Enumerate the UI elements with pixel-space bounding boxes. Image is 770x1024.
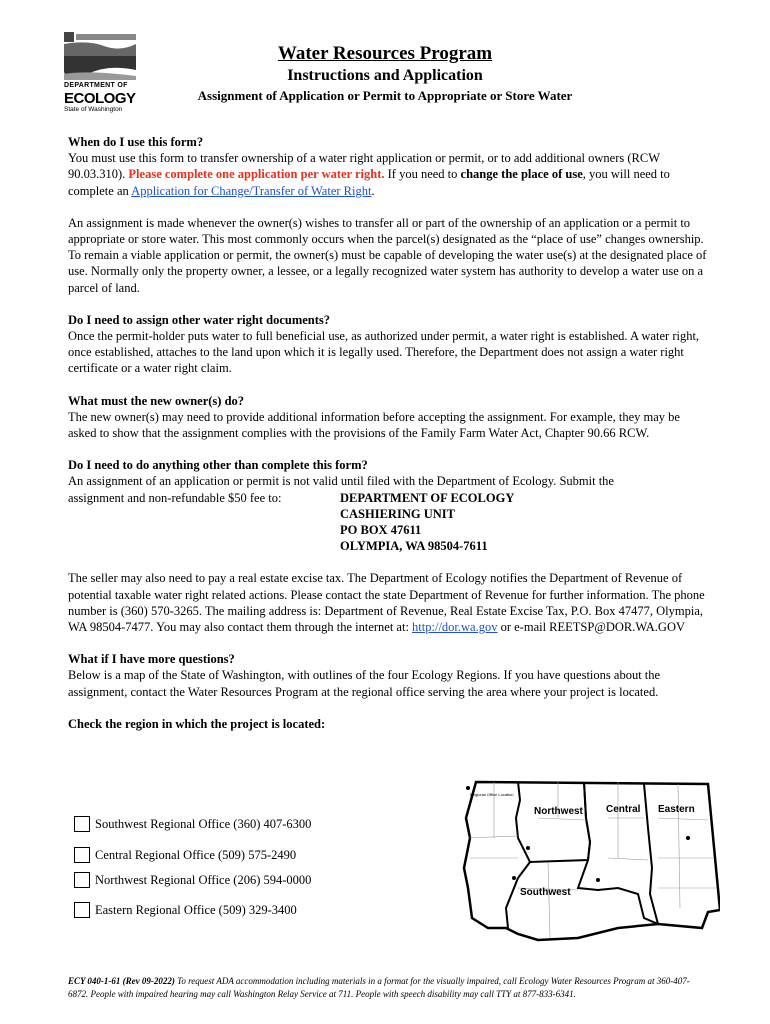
map-label-central: Central bbox=[606, 804, 641, 815]
mailing-address bbox=[68, 490, 708, 555]
address-block: DEPARTMENT OF ECOLOGY CASHIERING UNIT PO BOX 47611 OLYMPIA, WA 98504-7611 bbox=[340, 490, 515, 554]
red-notice: Please complete one application per water right. bbox=[128, 167, 385, 182]
map-legend: Regional Office Location bbox=[470, 792, 514, 797]
change-transfer-application-link[interactable]: Application for Change/Transfer of Water Right bbox=[131, 183, 372, 198]
region-option-eastern[interactable] bbox=[74, 902, 297, 918]
region-label: Northwest Regional Office (206) 594-0000 bbox=[95, 872, 312, 887]
office-marker-icon bbox=[686, 836, 690, 840]
program-title: Water Resources Program bbox=[277, 43, 493, 64]
instructions-body bbox=[68, 134, 708, 732]
footer-note bbox=[68, 975, 708, 1000]
section-text: An assignment of an application or permit is not valid until filed with the Department of Ecology. Submit the bbox=[68, 474, 614, 489]
section-new-owner bbox=[68, 393, 708, 442]
dor-website-link[interactable]: http://dor.wa.gov bbox=[412, 620, 498, 635]
region-option-central[interactable] bbox=[74, 847, 296, 863]
office-marker-icon bbox=[596, 878, 600, 882]
section-seller bbox=[68, 570, 708, 635]
document-subtitle: Instructions and Application bbox=[287, 67, 483, 84]
section-text: You must use this form to transfer ownership of a water right application or permit, or to add additional owners (RCW 90.03.310). Please complete one application per water right. If you need to change the place of use, you will need to complete an Application for Change/Transfer of Water Right. bbox=[68, 151, 670, 198]
logo-state-text: State of Washington bbox=[64, 106, 123, 113]
logo-dept-text: DEPARTMENT OF bbox=[64, 82, 128, 89]
logo-ecology-text: ECOLOGY bbox=[64, 90, 136, 107]
office-marker-icon bbox=[512, 876, 516, 880]
question-heading: What if I have more questions? bbox=[68, 652, 235, 667]
ada-notice: To request ADA accommodation including materials in a format for the visually impaired, call Ecology Water Resources Program at 360-407-6872. People with impaired hearing may call Washington Relay Service at 711. People with speech disability may call TTY at 877-833-6341. bbox=[68, 976, 690, 999]
region-option-southwest[interactable] bbox=[74, 816, 311, 832]
question-heading: Do I need to assign other water right documents? bbox=[68, 312, 331, 327]
section-questions bbox=[68, 651, 708, 700]
section-text: The new owner(s) may need to provide additional information before accepting the assignment. For example, they may be asked to show that the assignment complies with the provisions of the Family Farm Water Act, Chapter 90.66 RCW. bbox=[68, 409, 680, 441]
form-title: Assignment of Application or Permit to Appropriate or Store Water bbox=[197, 88, 573, 103]
office-marker-icon bbox=[526, 846, 530, 850]
region-label: Southwest Regional Office (360) 407-6300 bbox=[95, 816, 312, 831]
region-check-heading: Check the region in which the project is located: bbox=[68, 716, 326, 731]
question-heading: What must the new owner(s) do? bbox=[68, 393, 245, 408]
region-label: Central Regional Office (509) 575-2490 bbox=[95, 847, 297, 862]
section-other-docs bbox=[68, 312, 708, 377]
map-label-northwest: Northwest bbox=[534, 806, 583, 817]
office-marker-icon bbox=[466, 786, 470, 790]
section-text: Below is a map of the State of Washington, with outlines of the four Ecology Regions. If you have questions about the assignment, contact the Water Resources Program at the regional office serving the area where your project is located. bbox=[68, 668, 661, 699]
form-code: ECY 040-1-61 (Rev 09-2022) bbox=[68, 976, 175, 986]
section-text: The seller may also need to pay a real estate excise tax. The Department of Ecology notifies the Department of Revenue of potential taxable water right related actions. Please contact the state Department of Revenue for further information. The phone number is (360) 570-3265. The mailing address is: Department of Revenue, Real Estate Excise Tax, P.O. Box 47477, Olympia, WA 98504-7477. You may also contact them through the internet at: http://dor.wa.gov or e-mail REETSP@DOR.WA.GOV bbox=[68, 571, 705, 635]
question-heading: When do I use this form? bbox=[68, 135, 204, 149]
section-text: An assignment is made whenever the owner(s) wishes to transfer all or part of the ownership of an application or a permit to appropriate or store water. This most commonly occurs when the parcel(s) designated as the “place of use” changes ownership. To remain a viable application or permit, the owner(s) must be capable of developing the water use(s) at the designated place of use. Normally only the property owner, a lessee, or a legally recognized water system has authority to develop a water use on a parcel of land. bbox=[68, 215, 707, 295]
section-assignment bbox=[68, 215, 708, 296]
southwest-checkbox[interactable] bbox=[74, 816, 90, 832]
question-heading: Do I need to do anything other than complete this form? bbox=[68, 458, 368, 473]
map-label-southwest: Southwest bbox=[520, 887, 571, 898]
northwest-checkbox[interactable] bbox=[74, 872, 90, 888]
section-anything-else bbox=[68, 457, 708, 554]
central-checkbox[interactable] bbox=[74, 847, 90, 863]
map-label-eastern: Eastern bbox=[658, 804, 695, 815]
section-text: Once the permit-holder puts water to full beneficial use, as authorized under permit, a water right is established. A water right, once established, attaches to the land upon which it is legally used. Therefore, the Department does not assign a water right certificate or a water right claim. bbox=[68, 329, 700, 376]
eastern-checkbox[interactable] bbox=[74, 902, 90, 918]
region-label: Eastern Regional Office (509) 329-3400 bbox=[95, 902, 297, 917]
address-intro: assignment and non-refundable $50 fee to: bbox=[68, 490, 282, 505]
washington-regions-map bbox=[458, 778, 720, 942]
section-when bbox=[68, 134, 708, 199]
region-option-northwest[interactable] bbox=[74, 872, 311, 888]
